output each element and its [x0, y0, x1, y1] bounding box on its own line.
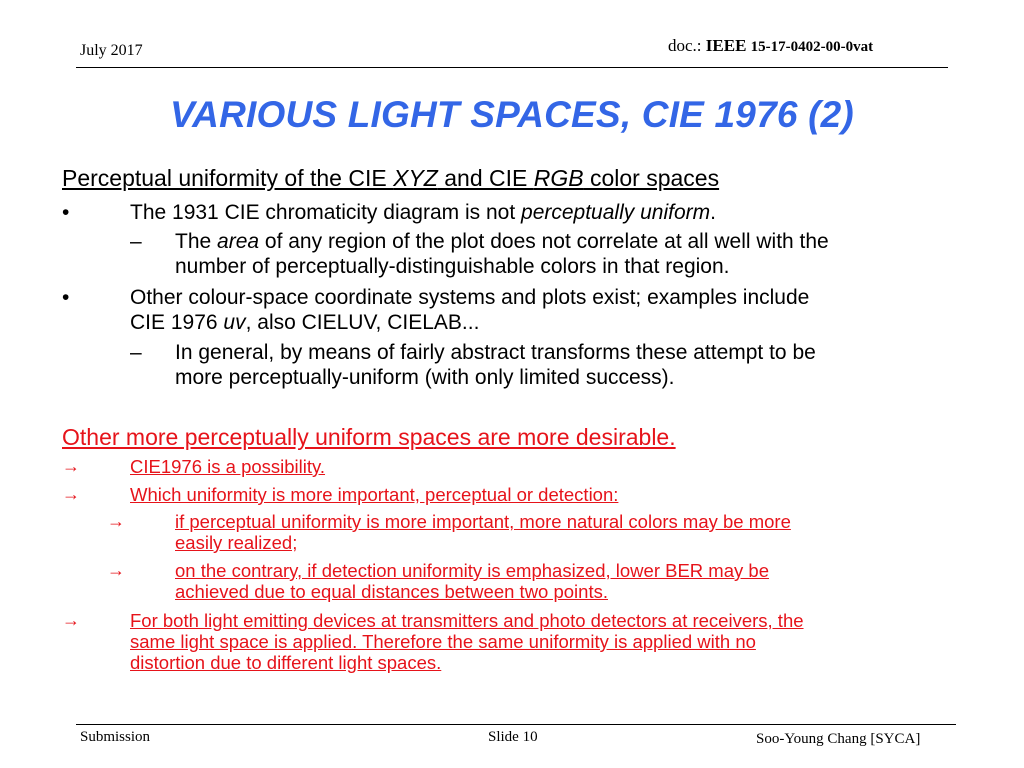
header-doc-id — [668, 36, 873, 56]
bullet-2-sub-1: In general, by means of fairly abstract transforms these attempt to be more perceptually-uniform (with only limited success). — [175, 341, 816, 389]
footer-slide-number: Slide 10 — [488, 729, 538, 745]
arrow-item-2-sub-1: if perceptual uniformity is more important, more natural colors may be more easily realized; — [175, 511, 791, 553]
doc-org: IEEE — [705, 36, 747, 55]
section1-heading: Perceptual uniformity of the CIE XYZ and CIE RGB color spaces — [62, 165, 720, 191]
doc-prefix: doc.: — [668, 36, 706, 55]
bullet-1: The 1931 CIE chromaticity diagram is not perceptually uniform. — [130, 201, 716, 224]
arrow-icon: → — [107, 560, 125, 580]
bullet-marker: • — [62, 286, 70, 309]
arrow-icon: → — [62, 456, 80, 476]
arrow-icon: → — [107, 511, 125, 531]
header-divider — [76, 67, 948, 68]
slide-title: VARIOUS LIGHT SPACES, CIE 1976 (2) — [170, 94, 854, 135]
arrow-item-1: CIE1976 is a possibility. — [130, 456, 326, 477]
arrow-icon: → — [62, 610, 80, 630]
doc-number: 15-17-0402-00-0vat — [750, 39, 874, 55]
dash-marker: – — [130, 341, 142, 364]
bullet-1-sub-1: The area of any region of the plot does not correlate at all well with the number of perceptually-distinguishable colors in that region. — [175, 230, 829, 278]
footer-submission: Submission — [80, 729, 151, 745]
section2-heading: Other more perceptually uniform spaces are more desirable. — [62, 424, 676, 450]
arrow-item-2-sub-2: on the contrary, if detection uniformity is emphasized, lower BER may be achieved due to equal distances between two points. — [175, 560, 769, 602]
arrow-item-2: Which uniformity is more important, perceptual or detection: — [130, 484, 619, 505]
bullet-marker: • — [62, 201, 70, 224]
footer-divider — [76, 724, 956, 725]
arrow-item-3: For both light emitting devices at transmitters and photo detectors at receivers, the same light space is applied. Therefore the same uniformity is applied with no distortion due to different light spaces. — [130, 610, 804, 673]
bullet-2: Other colour-space coordinate systems and plots exist; examples include CIE 1976 uv, also CIELUV, CIELAB... — [130, 286, 810, 334]
arrow-icon: → — [62, 484, 80, 504]
dash-marker: – — [130, 230, 142, 253]
footer-author: Soo-Young Chang [SYCA] — [756, 731, 921, 747]
header-date: July 2017 — [80, 42, 143, 59]
